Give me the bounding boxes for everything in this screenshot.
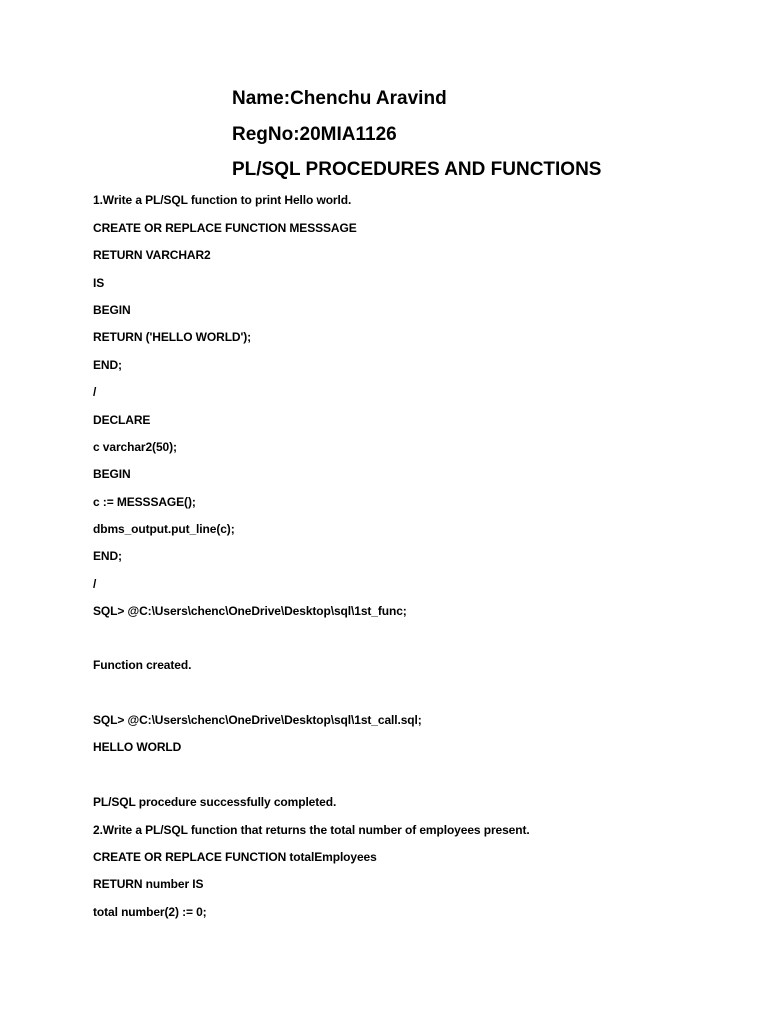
code-line: c := MESSSAGE(); xyxy=(93,495,196,509)
sql-output: Function created. xyxy=(93,658,192,672)
code-line: RETURN number IS xyxy=(93,877,204,891)
code-line: RETURN VARCHAR2 xyxy=(93,248,211,262)
code-line: CREATE OR REPLACE FUNCTION MESSSAGE xyxy=(93,221,357,235)
document-title: PL/SQL PROCEDURES AND FUNCTIONS xyxy=(232,159,602,180)
question-1: 1.Write a PL/SQL function to print Hello world. xyxy=(93,193,352,207)
code-line: CREATE OR REPLACE FUNCTION totalEmployees xyxy=(93,850,377,864)
code-line: IS xyxy=(93,276,105,290)
code-line: total number(2) := 0; xyxy=(93,905,207,919)
author-name: Name:Chenchu Aravind xyxy=(232,88,447,109)
code-line: BEGIN xyxy=(93,467,131,481)
code-line: END; xyxy=(93,549,122,563)
code-line: BEGIN xyxy=(93,303,131,317)
code-line: / xyxy=(93,577,97,591)
code-line: END; xyxy=(93,358,122,372)
sql-command: SQL> @C:\Users\chenc\OneDrive\Desktop\sql\1st_func; xyxy=(93,604,407,618)
code-line: c varchar2(50); xyxy=(93,440,177,454)
sql-command: SQL> @C:\Users\chenc\OneDrive\Desktop\sql\1st_call.sql; xyxy=(93,713,422,727)
code-line: DECLARE xyxy=(93,413,151,427)
sql-output: PL/SQL procedure successfully completed. xyxy=(93,795,337,809)
code-line: dbms_output.put_line(c); xyxy=(93,522,235,536)
code-line: / xyxy=(93,385,97,399)
code-line: RETURN ('HELLO WORLD'); xyxy=(93,330,252,344)
registration-number: RegNo:20MIA1126 xyxy=(232,124,397,145)
sql-output: HELLO WORLD xyxy=(93,740,182,754)
question-2: 2.Write a PL/SQL function that returns the total number of employees present. xyxy=(93,823,530,837)
